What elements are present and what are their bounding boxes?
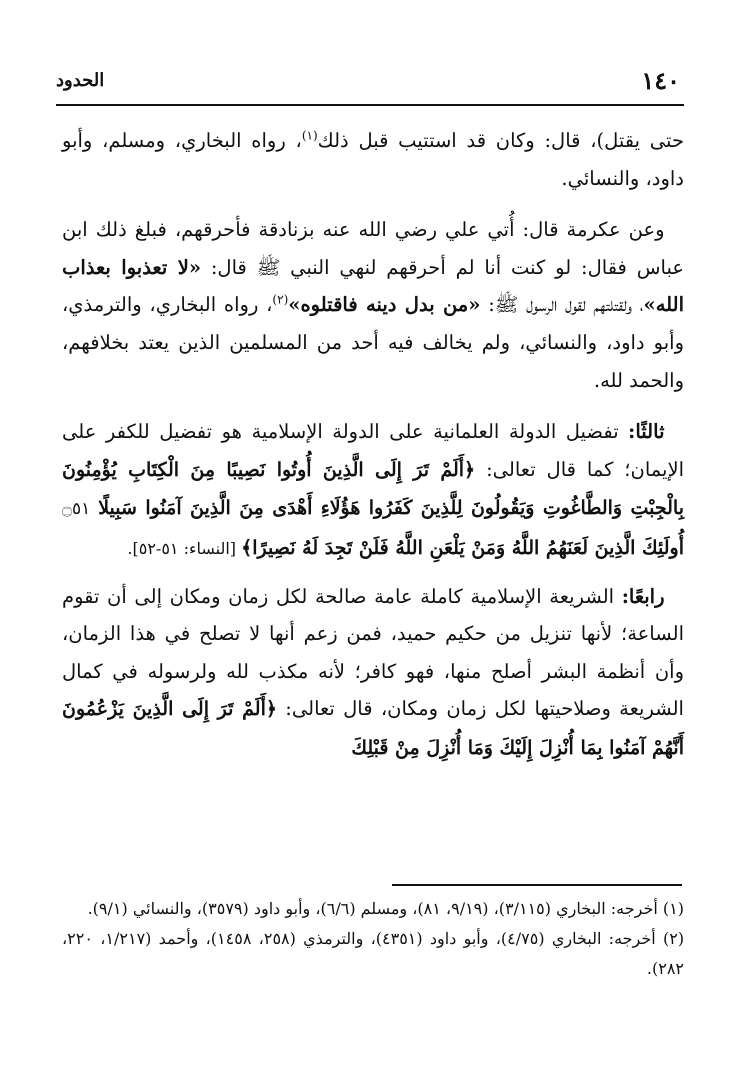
page-header	[56, 66, 680, 100]
footnotes	[62, 894, 684, 984]
footnote-2	[62, 924, 684, 984]
header-divider	[56, 104, 684, 106]
paragraph-2-text-c: ، رواه البخاري، والترمذي، وأبو داود، والنسائي، ولم يخالف فيه أحد من المسلمين الذين يعتد بخلافهم، والحمد لله.	[62, 293, 684, 392]
verse-citation: [النساء: ٥١-٥٢].	[127, 538, 242, 558]
page-number: ١٤٠	[641, 66, 680, 95]
paragraph-4	[62, 578, 684, 768]
footnote-ref-1[interactable]: (١)	[301, 128, 318, 143]
paragraph-3-text-a: تفضيل الدولة العلمانية على الدولة الإسلامية هو تفضيل للكفر على الإيمان؛ كما قال تعالى:	[62, 420, 684, 481]
paragraph-2-text-b: ، ولقتلتهم لقول الرسول ﷺ:	[480, 293, 644, 317]
running-title: الحدود	[56, 70, 105, 91]
hadith-quote-2: «من بدل دينه فاقتلوه»	[288, 293, 481, 317]
footnote-1	[62, 894, 684, 924]
quran-verse-51: أَلَمْ تَرَ إِلَى الَّذِينَ أُوتُوا نَصِيبًا مِنَ الْكِتَابِ يُؤْمِنُونَ بِالْجِبْتِ وَالطَّاغُوتِ وَيَقُولُونَ لِلَّذِينَ كَفَرُوا هَؤُلَاءِ أَهْدَى مِنَ الَّذِينَ آمَنُوا سَبِيلًا	[62, 458, 684, 520]
verse-open-bracket: ﴿	[464, 458, 476, 481]
footnote-text: أخرجه: البخاري (٤/٧٥)، وأبو داود (٤٣٥١)، والترمذي (٢٥٨، ١٤٥٨)، وأحمد (١/٢١٧، ٢٢٠، ٢٨٢).	[62, 929, 684, 978]
verse-number-marker: ۝٥١	[62, 499, 91, 520]
footnote-text: أخرجه: البخاري (٣/١١٥)، (٩/١٩، ٨١)، ومسلم (٦/٦)، وأبو داود (٣٥٧٩)، والنسائي (٩/١).	[87, 899, 658, 918]
section-label-fourth: رابعًا:	[621, 584, 665, 608]
paragraph-4-text-a: الشريعة الإسلامية كاملة عامة صالحة لكل زمان ومكان إلى أن تقوم الساعة؛ لأنها تنزيل من حكيم حميد، فمن زعم أنها لا تصلح في هذا الزمان، وأن أنظمة البشر أصلح منها، فهو كافر؛ لأنه مكذب لله ولرسوله في كمال الشريعة وصلاحيتها لكل زمان ومكان، قال تعالى:	[62, 584, 684, 721]
footnote-divider	[392, 884, 682, 886]
paragraph-3	[62, 413, 684, 567]
hadith-quote-1: «لا تعذبوا بعذاب الله»	[62, 255, 684, 317]
verse-open-bracket-2: ﴿	[265, 698, 278, 721]
section-label-third: ثالثًا:	[628, 420, 665, 444]
verse-close-bracket: ﴾	[241, 536, 253, 559]
quran-verse-nisa-60: أَلَمْ تَرَ إِلَى الَّذِينَ يَزْعُمُونَ أَنَّهُمْ آمَنُوا بِمَا أُنْزِلَ إِلَيْكَ وَمَا أُنْزِلَ مِنْ قَبْلِكَ	[62, 698, 684, 759]
paragraph-1-text-b: ، رواه البخاري، ومسلم، وأبو داود، والنسائي.	[62, 129, 684, 190]
quran-verse-52: أُولَئِكَ الَّذِينَ لَعَنَهُمُ اللَّهُ وَمَنْ يَلْعَنِ اللَّهُ فَلَنْ تَجِدَ لَهُ نَصِيرًا	[252, 536, 684, 559]
paragraph-2	[62, 211, 684, 399]
paragraph-1	[62, 122, 684, 197]
paragraph-1-text-a: حتى يقتل)، قال: وكان قد استتيب قبل ذلك	[317, 129, 684, 152]
main-text	[62, 122, 684, 768]
footnote-ref-2[interactable]: (٢)	[272, 292, 289, 307]
paragraph-2-text-a: وعن عكرمة قال: أُتي علي رضي الله عنه بزنادقة فأحرقهم، فبلغ ذلك ابن عباس فقال: لو كنت أنا لم أحرقهم لنهي النبي ﷺ قال:	[62, 218, 684, 279]
footnote-marker: (١)	[662, 899, 684, 918]
footnote-marker: (٢)	[662, 929, 685, 948]
